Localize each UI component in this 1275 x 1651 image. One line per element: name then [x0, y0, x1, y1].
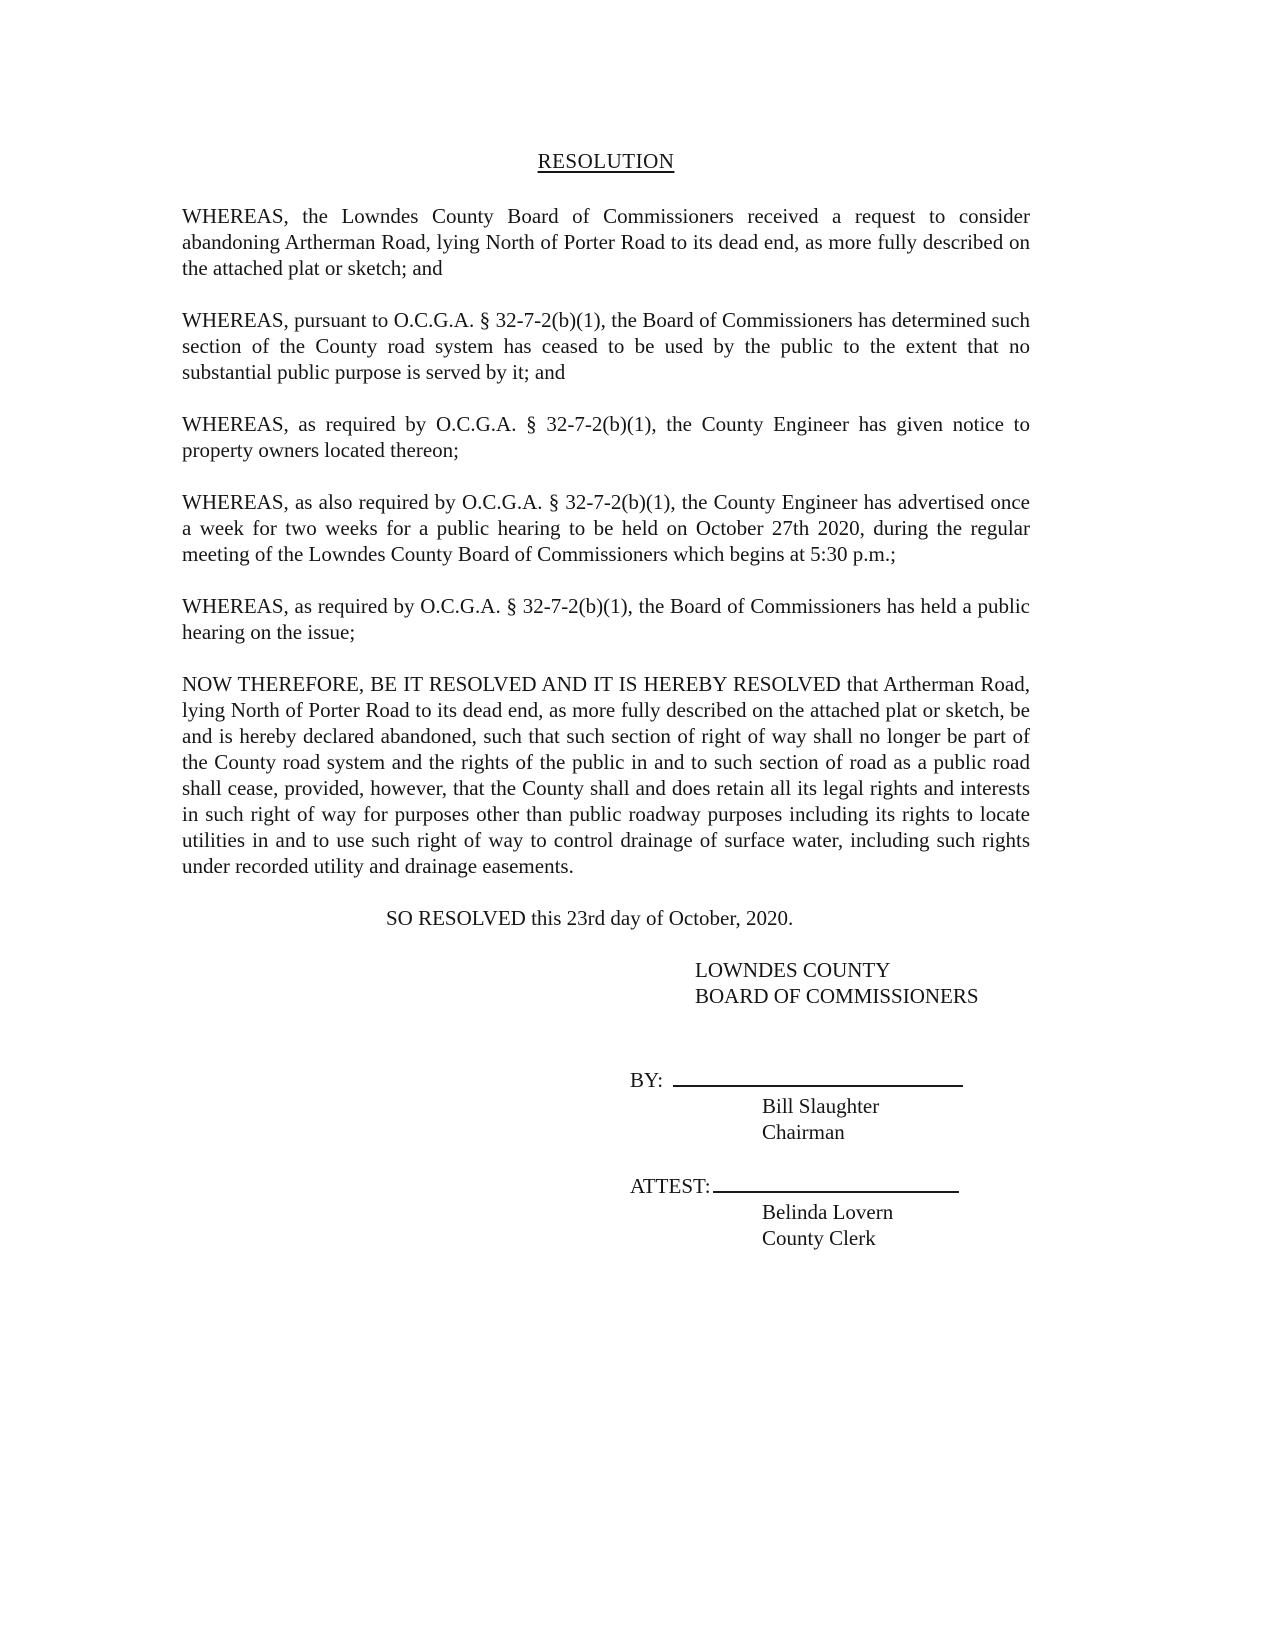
- signature-spacer: [182, 1145, 1030, 1171]
- paragraph-whereas-4: WHEREAS, as also required by O.C.G.A. § 32-7-2(b)(1), the County Engineer has advertised once a week for two weeks for a public hearing to be held on October 27th 2020, during the regular meeting of the Lowndes County Board of Commissioners which begins at 5:30 p.m.;: [182, 490, 1030, 566]
- organization-name-line2: BOARD OF COMMISSIONERS: [695, 984, 979, 1008]
- signature-block-attest: [630, 1171, 1030, 1251]
- attest-signatory-name: Belinda Lovern: [762, 1200, 894, 1224]
- by-signature-row: [630, 1065, 1030, 1093]
- paragraph-whereas-1: WHEREAS, the Lowndes County Board of Commissioners received a request to consider abandoning Artherman Road, lying North of Porter Road to its dead end, as more fully described on the attached plat or sketch; and: [182, 204, 1030, 280]
- organization-name-line1: LOWNDES COUNTY: [695, 958, 891, 982]
- by-signatory-name: Bill Slaughter: [762, 1094, 880, 1118]
- attest-signature-line: [713, 1171, 959, 1193]
- paragraph-whereas-2: WHEREAS, pursuant to O.C.G.A. § 32-7-2(b)(1), the Board of Commissioners has determined such section of the County road system has ceased to be used by the public to the extent that no substantial public purpose is served by it; and: [182, 308, 1030, 384]
- by-signature-line: [673, 1065, 963, 1087]
- by-label: BY:: [630, 1068, 664, 1092]
- signature-block-by: [630, 1065, 1030, 1145]
- attest-signatory-title: County Clerk: [762, 1226, 876, 1250]
- document-title: RESOLUTION: [537, 149, 675, 173]
- organization-block: [695, 957, 1030, 1009]
- paragraph-whereas-3: WHEREAS, as required by O.C.G.A. § 32-7-2(b)(1), the County Engineer has given notice to property owners located thereon;: [182, 412, 1030, 462]
- so-resolved-line: SO RESOLVED this 23rd day of October, 2020.: [386, 906, 794, 930]
- paragraph-whereas-5: WHEREAS, as required by O.C.G.A. § 32-7-2(b)(1), the Board of Commissioners has held a public hearing on the issue;: [182, 594, 1030, 644]
- attest-label: ATTEST:: [630, 1174, 711, 1198]
- paragraph-resolution: NOW THEREFORE, BE IT RESOLVED AND IT IS HEREBY RESOLVED that Artherman Road, lying North of Porter Road to its dead end, as more fully described on the attached plat or sketch, be and is hereby declared abandoned, such that such section of right of way shall no longer be part of the County road system and the rights of the public in and to such section of road as a public road shall cease, provided, however, that the County shall and does retain all its legal rights and interests in such right of way for purposes other than public roadway purposes including its rights to locate utilities in and to use such right of way to control drainage of surface water, including such rights under recorded utility and drainage easements.: [182, 672, 1030, 878]
- attest-signature-row: [630, 1171, 1030, 1199]
- by-signatory-title: Chairman: [762, 1120, 845, 1144]
